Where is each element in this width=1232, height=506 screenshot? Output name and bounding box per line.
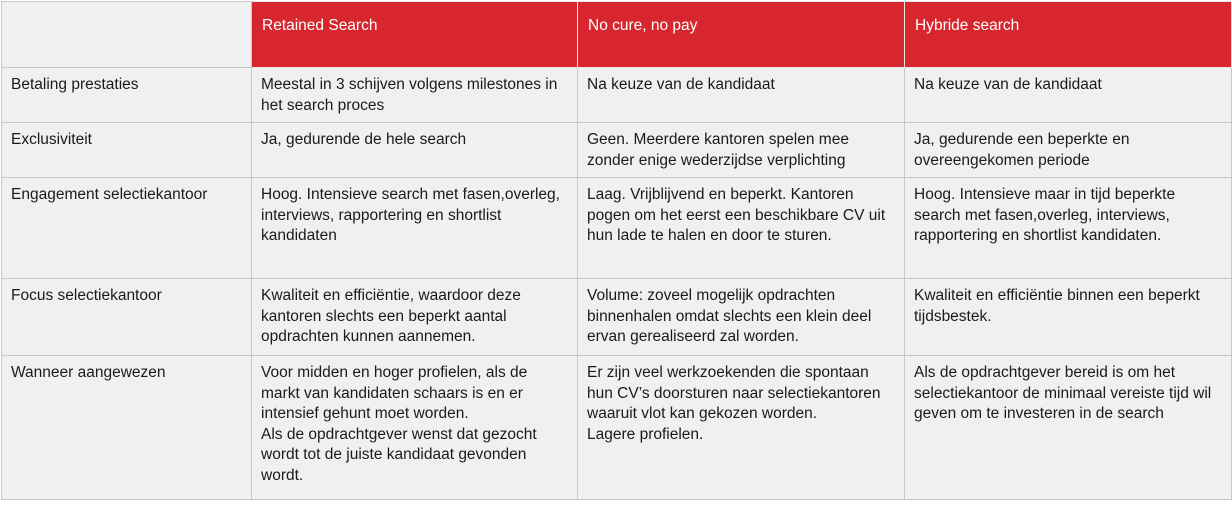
table-cell: Er zijn veel werkzoekenden die spontaan hun CV’s doorsturen naar selectiekantoren waaruit vlot kan gekozen worden. Lagere profielen. <box>578 356 905 500</box>
header-retained-search: Retained Search <box>252 2 578 68</box>
row-label-exclusiviteit: Exclusiviteit <box>2 123 252 178</box>
table-row <box>2 356 1232 500</box>
row-label-focus-selectiekantoor: Focus selectiekantoor <box>2 279 252 356</box>
row-label-betaling-prestaties: Betaling prestaties <box>2 68 252 123</box>
header-row <box>2 2 1232 68</box>
row-label-wanneer-aangewezen: Wanneer aangewezen <box>2 356 252 500</box>
table-row <box>2 178 1232 279</box>
table-cell: Ja, gedurende de hele search <box>252 123 578 178</box>
table-cell: Ja, gedurende een beperkte en overeengekomen periode <box>905 123 1232 178</box>
table-cell: Meestal in 3 schijven volgens milestones in het search proces <box>252 68 578 123</box>
table-cell: Na keuze van de kandidaat <box>578 68 905 123</box>
table-cell: Volume: zoveel mogelijk opdrachten binnenhalen omdat slechts een klein deel ervan gerealiseerd zal worden. <box>578 279 905 356</box>
table-cell: Als de opdrachtgever bereid is om het selectiekantoor de minimaal vereiste tijd wil geven om te investeren in de search <box>905 356 1232 500</box>
table-cell: Na keuze van de kandidaat <box>905 68 1232 123</box>
table-cell: Geen. Meerdere kantoren spelen mee zonder enige wederzijdse verplichting <box>578 123 905 178</box>
comparison-table <box>1 1 1232 500</box>
table-row <box>2 123 1232 178</box>
table-header <box>2 2 1232 68</box>
row-label-engagement-selectiekantoor: Engagement selectiekantoor <box>2 178 252 279</box>
table-cell: Laag. Vrijblijvend en beperkt. Kantoren pogen om het eerst een beschikbare CV uit hun lade te halen en door te sturen. <box>578 178 905 279</box>
table-cell: Voor midden en hoger profielen, als de markt van kandidaten schaars is en er intensief gehunt moet worden. Als de opdrachtgever wenst dat gezocht wordt tot de juiste kandidaat gevonden wordt. <box>252 356 578 500</box>
header-hybride-search: Hybride search <box>905 2 1232 68</box>
table-row <box>2 68 1232 123</box>
corner-cell <box>2 2 252 68</box>
table-cell: Kwaliteit en efficiëntie binnen een beperkt tijdsbestek. <box>905 279 1232 356</box>
table-cell: Hoog. Intensieve maar in tijd beperkte search met fasen,overleg, interviews, rapportering en shortlist kandidaten. <box>905 178 1232 279</box>
table-body <box>2 68 1232 500</box>
table-cell: Hoog. Intensieve search met fasen,overleg, interviews, rapportering en shortlist kandidaten <box>252 178 578 279</box>
header-no-cure-no-pay: No cure, no pay <box>578 2 905 68</box>
table-cell: Kwaliteit en efficiëntie, waardoor deze kantoren slechts een beperkt aantal opdrachten kunnen aannemen. <box>252 279 578 356</box>
table-row <box>2 279 1232 356</box>
